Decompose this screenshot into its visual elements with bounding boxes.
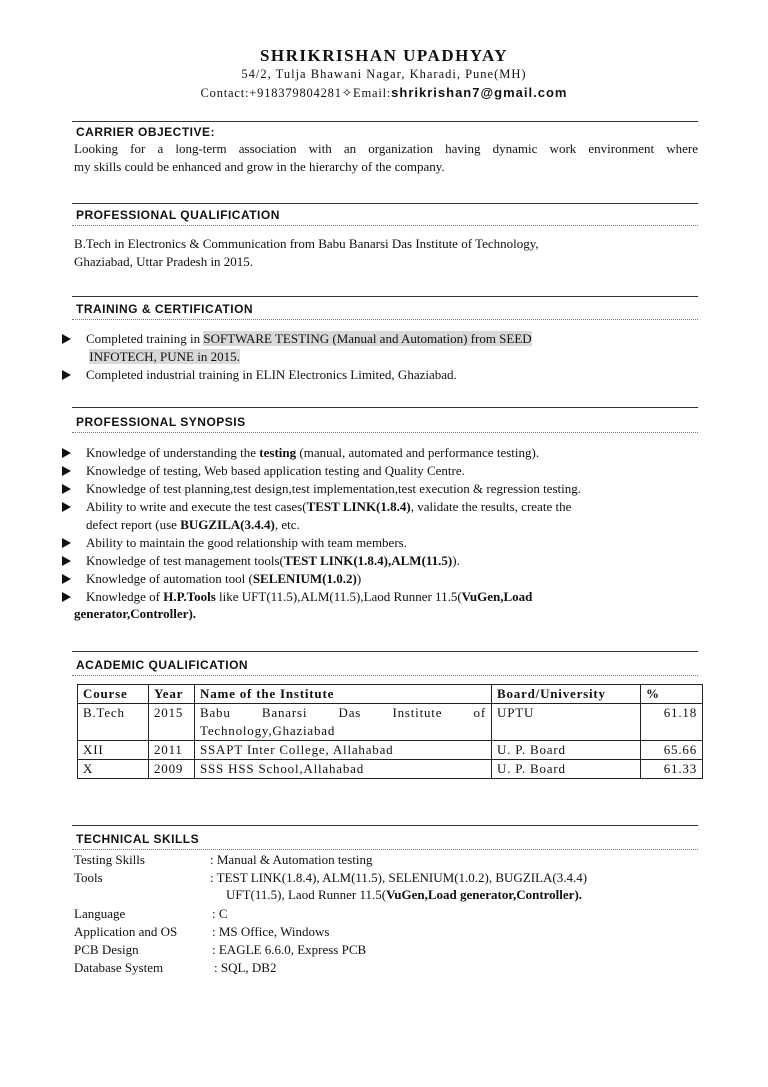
column-header: Course [78,685,149,704]
section-divider-dotted [72,849,698,850]
objective-heading: CARRIER OBJECTIVE: [76,125,216,139]
synopsis-item: Knowledge of understanding the testing (manual, automated and performance testing). [62,444,702,462]
section-divider [72,203,698,204]
arrow-bullet-icon [62,334,71,344]
skill-value: : SQL, DB2 [214,960,277,975]
highlighted-text: INFOTECH, PUNE in 2015. [89,348,240,364]
synopsis-item: Ability to maintain the good relationship with team members. [62,534,702,552]
candidate-name: SHRIKRISHAN UPADHYAY [259,46,509,65]
table-row: X 2009 SSS HSS School,Allahabad U. P. Board 61.33 [78,760,703,779]
section-divider [72,651,698,652]
arrow-bullet-icon [62,448,71,458]
table-row: B.Tech 2015 Babu Banarsi Das Institute of Technology,Ghaziabad UPTU 61.18 [78,704,703,741]
skill-label: Tools [74,870,103,885]
skill-value: : MS Office, Windows [212,924,330,939]
skill-value-continuation: UFT(11.5), Laod Runner 11.5(VuGen,Load generator,Controller). [226,887,583,902]
synopsis-item: Knowledge of test planning,test design,test implementation,test execution & regression testing. [62,480,702,498]
synopsis-item: Ability to write and execute the test cases(TEST LINK(1.8.4), validate the results, create the defect report (use BUGZILA(3.4.4), etc. [62,498,702,534]
skill-label: Language [74,906,126,921]
section-divider-dotted [72,319,698,320]
skill-label: PCB Design [74,942,139,957]
column-header: % [641,685,703,704]
qualification-heading: PROFESSIONAL QUALIFICATION [76,208,280,222]
section-divider [72,407,698,408]
column-header: Year [149,685,195,704]
arrow-bullet-icon [62,484,71,494]
synopsis-item: Knowledge of automation tool (SELENIUM(1.0.2)) [62,570,702,588]
skill-value: : Manual & Automation testing [210,852,373,867]
objective-line-1: Looking for a long-term association with an organization having dynamic work environment where [74,141,698,156]
section-divider [72,296,698,297]
arrow-bullet-icon [62,574,71,584]
training-item: Completed training in SOFTWARE TESTING (Manual and Automation) from SEED INFOTECH, PUNE in 2015. [62,330,702,366]
objective-line-2: my skills could be enhanced and grow in the hierarchy of the company. [74,159,445,174]
synopsis-heading: PROFESSIONAL SYNOPSIS [76,415,246,429]
qualification-line-1: B.Tech in Electronics & Communication from Babu Banarsi Das Institute of Technology, [74,236,539,251]
skill-label: Application and OS [74,924,178,939]
synopsis-item: Knowledge of H.P.Tools like UFT(11.5),ALM(11.5),Laod Runner 11.5(VuGen,Load [62,588,702,624]
section-divider-dotted [72,432,698,433]
section-divider [72,825,698,826]
section-divider-dotted [72,225,698,226]
email-link[interactable]: shrikrishan7@gmail.com [391,85,568,100]
table-row: XII 2011 SSAPT Inter College, Allahabad U. P. Board 65.66 [78,741,703,760]
qualification-line-2: Ghaziabad, Uttar Pradesh in 2015. [74,254,254,269]
contact-line [0,85,768,101]
academic-table [77,684,703,779]
highlighted-text: SOFTWARE TESTING (Manual and Automation) from SEED [203,331,532,346]
synopsis-item: Knowledge of test management tools(TEST LINK(1.8.4),ALM(11.5)). [62,552,702,570]
training-heading: TRAINING & CERTIFICATION [76,302,254,316]
contact-phone: Contact:+918379804281✧Email: [200,86,392,100]
synopsis-item-continuation: generator,Controller). [74,606,197,621]
arrow-bullet-icon [62,538,71,548]
column-header: Board/University [492,685,641,704]
section-divider [72,121,698,122]
arrow-bullet-icon [62,592,71,602]
address: 54/2, Tulja Bhawani Nagar, Kharadi, Pune(MH) [241,67,527,81]
academic-heading: ACADEMIC QUALIFICATION [76,658,249,672]
column-header: Name of the Institute [195,685,492,704]
skill-value: : C [212,906,228,921]
synopsis-item: Knowledge of testing, Web based application testing and Quality Centre. [62,462,702,480]
skill-value: : EAGLE 6.6.0, Express PCB [212,942,367,957]
arrow-bullet-icon [62,502,71,512]
skills-heading: TECHNICAL SKILLS [76,832,200,846]
arrow-bullet-icon [62,370,71,380]
skill-value: : TEST LINK(1.8.4), ALM(11.5), SELENIUM(1.0.2), BUGZILA(3.4.4) [210,870,588,885]
arrow-bullet-icon [62,466,71,476]
skill-label: Testing Skills [74,852,145,867]
table-header-row [78,685,703,704]
skill-label: Database System [74,960,164,975]
training-item: Completed industrial training in ELIN Electronics Limited, Ghaziabad. [62,366,702,384]
section-divider-dotted [72,675,698,676]
arrow-bullet-icon [62,556,71,566]
